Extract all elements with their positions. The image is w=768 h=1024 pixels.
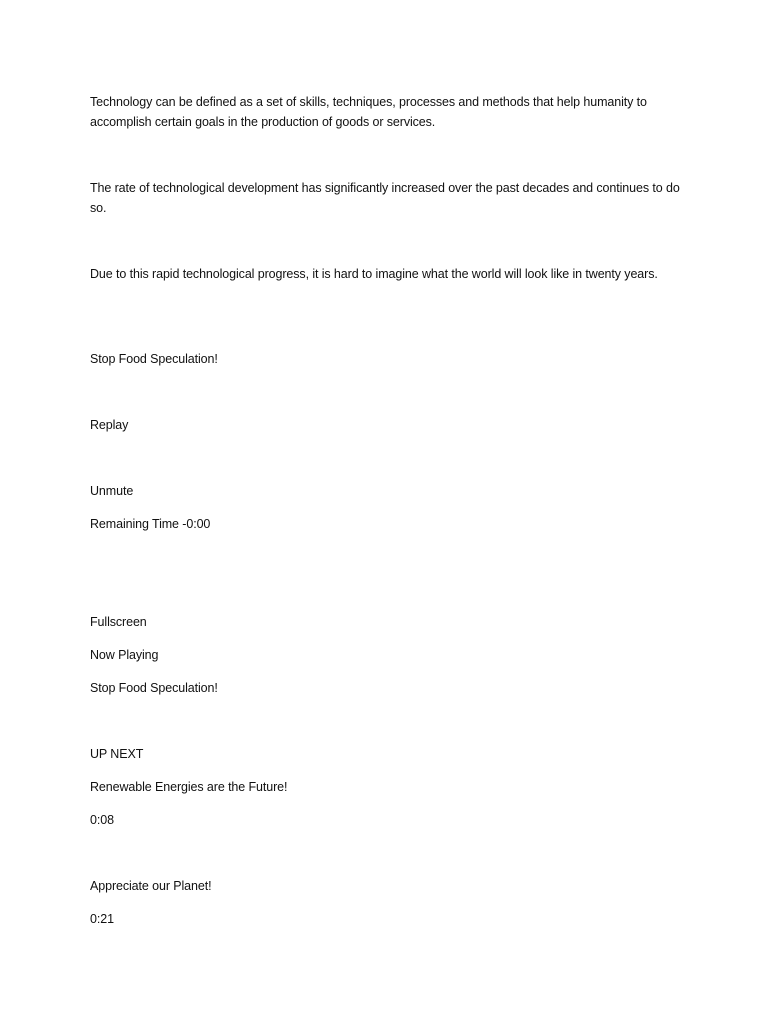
now-playing-title: Stop Food Speculation!: [90, 681, 218, 695]
paragraph-future-world: Due to this rapid technological progress, it is hard to imagine what the world will look like in twenty years.: [90, 267, 658, 281]
up-next-item-duration: 0:21: [90, 912, 114, 926]
replay-button[interactable]: Replay: [90, 418, 129, 432]
video-title: Stop Food Speculation!: [90, 352, 218, 366]
up-next-label: UP NEXT: [90, 747, 144, 761]
unmute-button[interactable]: Unmute: [90, 484, 134, 498]
remaining-time-label: Remaining Time -0:00: [90, 517, 211, 531]
now-playing-label: Now Playing: [90, 648, 159, 662]
up-next-item-title[interactable]: Appreciate our Planet!: [90, 879, 212, 893]
paragraph-development-rate: The rate of technological development has significantly increased over the past decades and continues to do so.: [90, 181, 680, 215]
up-next-item-title[interactable]: Renewable Energies are the Future!: [90, 780, 288, 794]
up-next-item-duration: 0:08: [90, 813, 114, 827]
fullscreen-button[interactable]: Fullscreen: [90, 615, 147, 629]
paragraph-technology-definition: Technology can be defined as a set of skills, techniques, processes and methods that help humanity to accomplish certain goals in the production of goods or services.: [90, 95, 647, 129]
